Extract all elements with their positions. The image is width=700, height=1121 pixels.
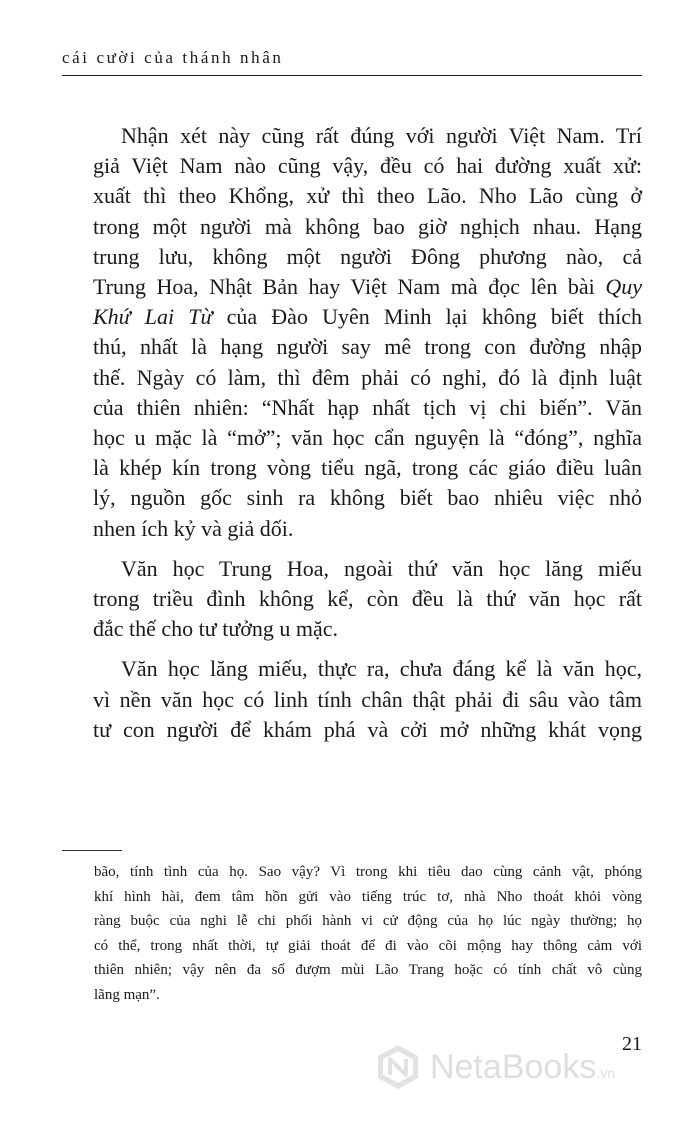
text-line: giả Việt Nam nào cũng vậy, đều có hai đường xuất xử: bbox=[93, 153, 642, 179]
running-header: cái cười của thánh nhân bbox=[62, 48, 284, 67]
italic-title: Khứ Lai Từ bbox=[93, 304, 213, 330]
text-line: trong triều đình không kể, còn đều là thứ văn học rất bbox=[93, 586, 642, 612]
watermark-domain: .vn bbox=[596, 1064, 616, 1081]
text-line: trong một người mà không bao giờ nghịch nhau. Hạng bbox=[93, 213, 642, 239]
text-line: Văn học Trung Hoa, ngoài thứ văn học lăng miếu bbox=[121, 555, 642, 581]
text-line: Văn học lăng miếu, thực ra, chưa đáng kể là văn học, bbox=[121, 656, 642, 682]
text-line: của thiên nhiên: “Nhất hạp nhất tịch vị chi biến”. Văn bbox=[93, 394, 642, 420]
header-rule bbox=[62, 75, 642, 76]
footnote-line: lãng mạn”. bbox=[94, 986, 160, 1003]
text-line: đắc thế cho tư tưởng u mặc. bbox=[93, 616, 339, 642]
text-line bbox=[93, 302, 642, 332]
text-segment: của Đào Uyên Minh lại không biết thích bbox=[226, 304, 642, 330]
footnote-line: thiên nhiên; vậy nên đa số đượm mùi Lão Trang hoặc có tính chất vô cùng bbox=[94, 962, 642, 978]
footnote-line: có thể, trong nhất thời, tự giải thoát để đi vào cõi mộng hay thông cảm với bbox=[94, 937, 642, 954]
footnote-line: bão, tính tình của họ. Sao vậy? Vì trong khi tiêu dao cùng cảnh vật, phóng bbox=[94, 864, 642, 880]
text-line: Nhận xét này cũng rất đúng với người Việt Nam. Trí bbox=[121, 123, 642, 148]
text-line: xuất thì theo Khổng, xử thì theo Lão. Nho Lão cùng ở bbox=[93, 183, 642, 209]
watermark bbox=[374, 1043, 615, 1091]
text-line: nhen ích kỷ và giả dối. bbox=[93, 515, 294, 541]
netabooks-logo-icon bbox=[374, 1043, 422, 1091]
italic-title: Quy bbox=[605, 274, 643, 300]
main-text bbox=[93, 121, 642, 745]
watermark-brand: NetaBooks bbox=[430, 1047, 597, 1086]
footnote-rule bbox=[62, 850, 122, 851]
footnote-line: ràng buộc của nghi lễ chi phối hành vi cử động của họ lúc ngày thường; họ bbox=[94, 913, 642, 929]
text-line: là khép kín trong vòng tiểu ngã, trong các giáo điều luân bbox=[93, 455, 642, 481]
footnote bbox=[94, 860, 642, 1007]
text-line bbox=[93, 272, 642, 302]
watermark-text bbox=[430, 1048, 615, 1087]
text-line: lý, nguồn gốc sinh ra không biết bao nhiêu việc nhỏ bbox=[93, 485, 642, 511]
text-line: trung lưu, không một người Đông phương nào, cả bbox=[93, 243, 642, 269]
paragraph-2 bbox=[93, 554, 642, 645]
text-segment: Trung Hoa, Nhật Bản hay Việt Nam mà đọc lên bài bbox=[93, 274, 595, 300]
text-line: thú, nhất là hạng người say mê trong con đường nhập bbox=[93, 334, 642, 360]
footnote-line: khí hình hài, đem tâm hồn gửi vào tiếng trúc tơ, nhà Nho thoát khỏi vòng bbox=[94, 888, 642, 905]
text-line: vì nền văn học có linh tính chân thật phải đi sâu vào tâm bbox=[93, 686, 642, 712]
paragraph-1 bbox=[93, 121, 642, 544]
text-line: tư con người để khám phá và cởi mở những khát vọng bbox=[93, 716, 642, 742]
page-number: 21 bbox=[622, 1033, 642, 1055]
text-line: thế. Ngày có làm, thì đêm phải có nghỉ, đó là định luật bbox=[93, 364, 642, 390]
text-line: học u mặc là “mở”; văn học cẩn nguyện là “đóng”, nghĩa bbox=[93, 425, 642, 451]
paragraph-3 bbox=[93, 654, 642, 745]
